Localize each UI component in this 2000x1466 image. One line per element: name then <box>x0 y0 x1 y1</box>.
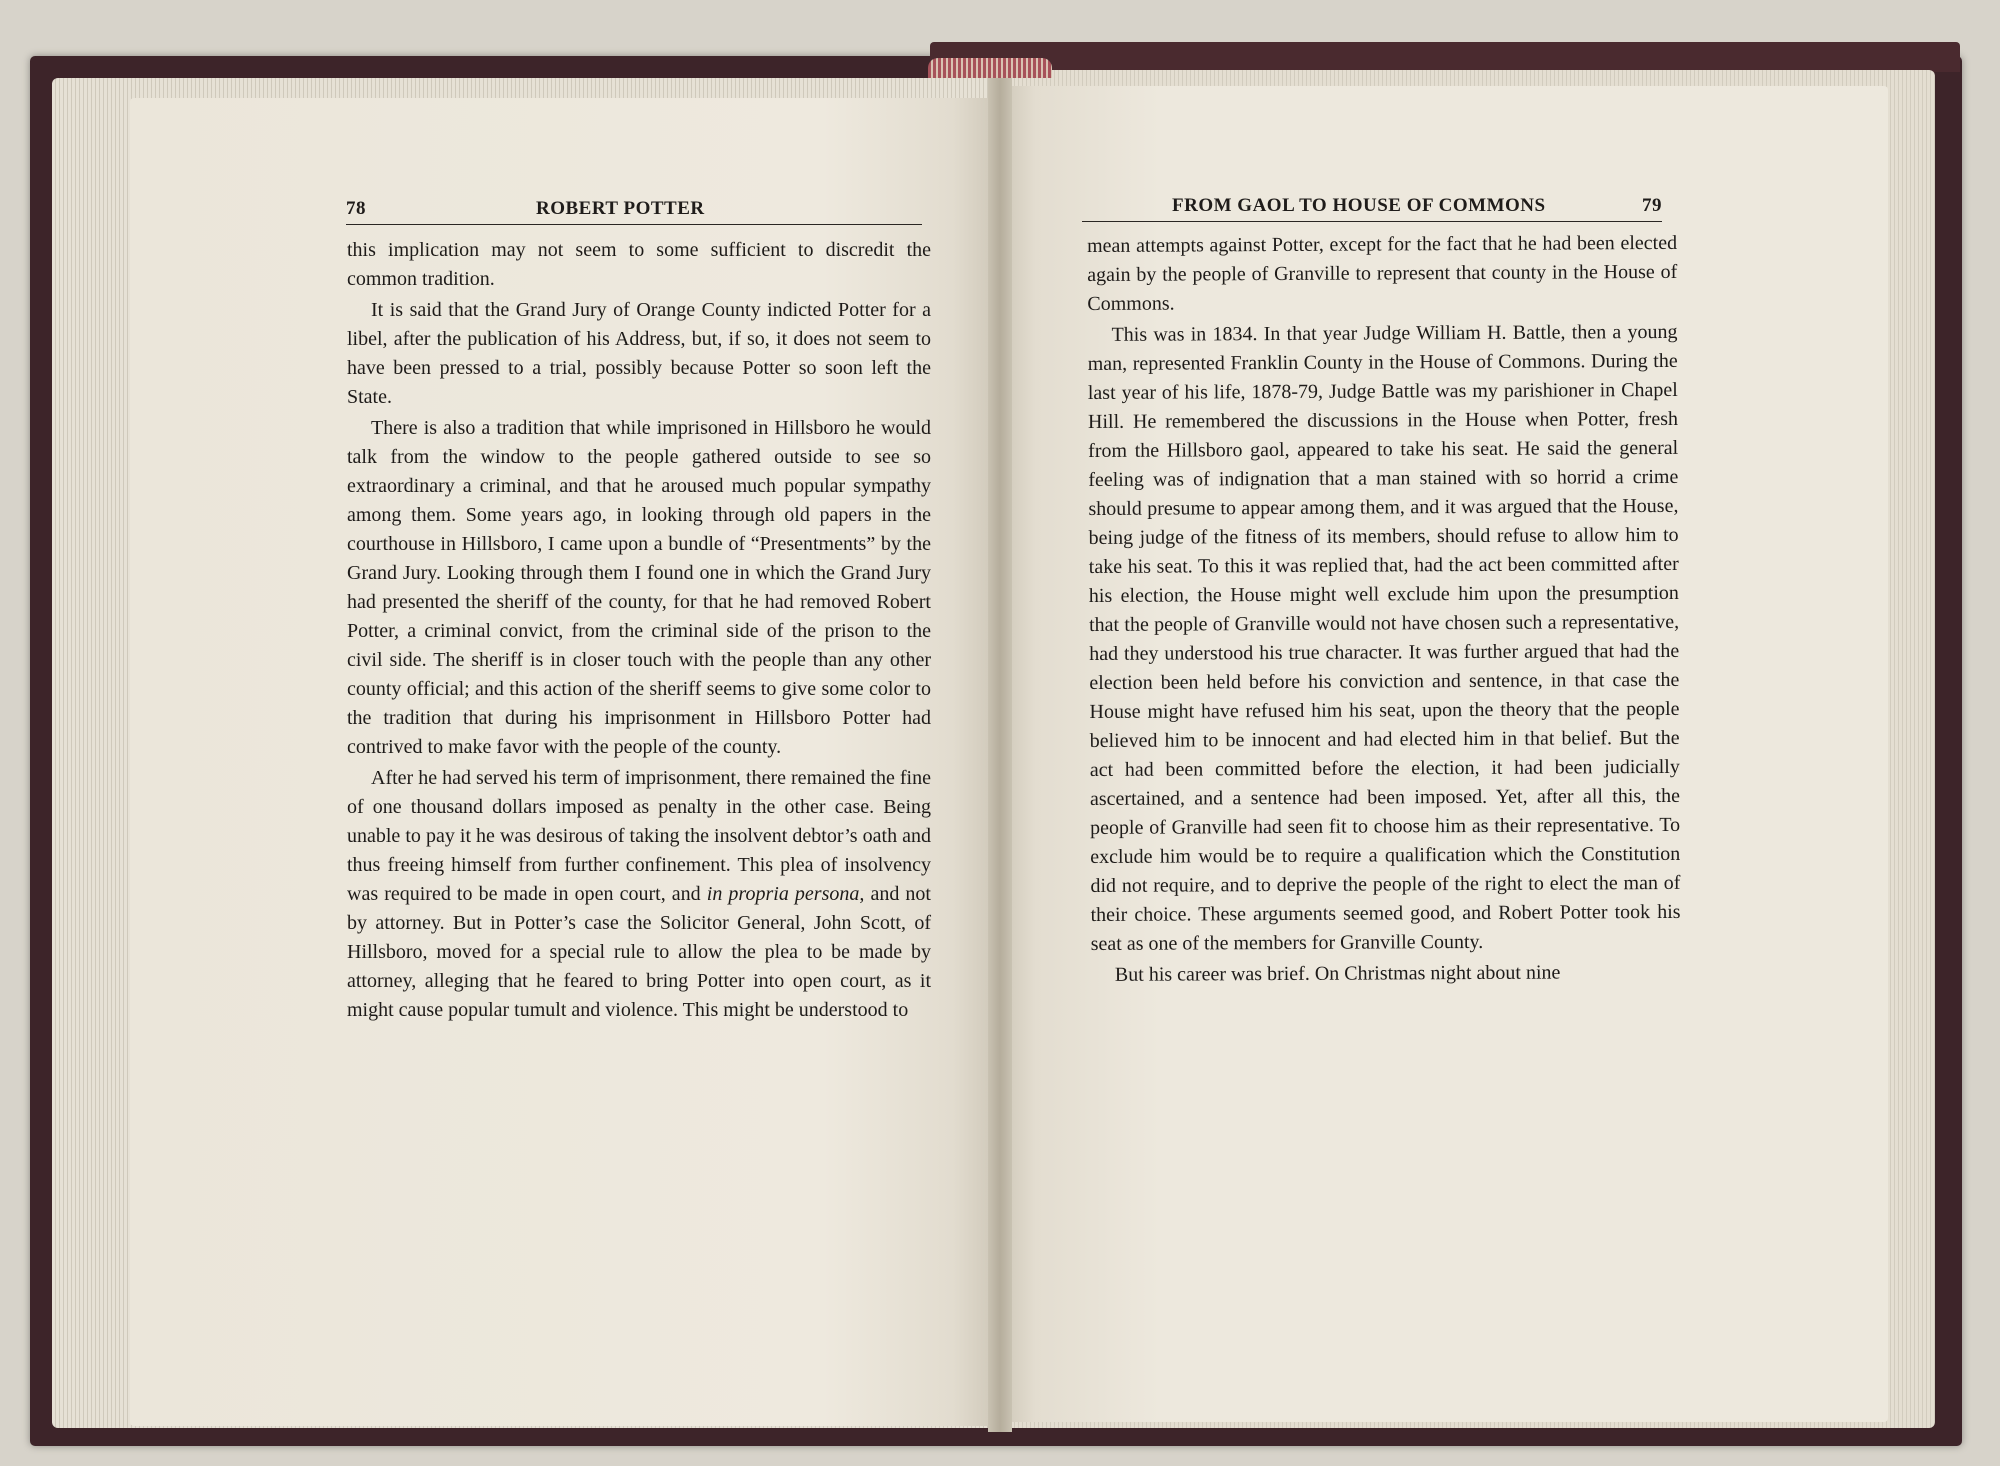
paragraph-text: After he had served his term of imprisonment, there remained the fine of one thousand dollars imposed as penalty in the other case. Being unable to pay it he was desirous of taking the insolvent debtor’s oath and thus freeing himself from further confinement. This plea of insolvency was required to be made in open court, and <box>347 767 931 905</box>
paragraph: this implication may not seem to some sufficient to discredit the common tradition. <box>347 239 931 290</box>
left-page-text <box>347 236 931 1025</box>
right-running-head <box>1082 193 1662 222</box>
left-running-head <box>346 196 922 225</box>
right-page-number: 79 <box>1642 195 1662 216</box>
paragraph: But his career was brief. On Christmas night about nine <box>1114 961 1561 986</box>
paragraph: There is also a tradition that while imprisoned in Hillsboro he would talk from the window to the people gathered outside to see so extraordinary a criminal, and that he aroused much popular sympathy among them. Some years ago, in looking through old papers in the courthouse in Hillsboro, I came upon a bundle of “Presentments” by the Grand Jury. Looking through them I found one in which the Grand Jury had presented the sheriff of the county, for that he had removed Robert Potter, a criminal convict, from the criminal side of the prison to the civil side. The sheriff is in closer touch with the people than any other county official; and this action of the sheriff seems to give some color to the tradition that during his imprisonment in Hillsboro Potter had contrived to make favor with the people of the county. <box>347 417 931 758</box>
right-page-text <box>1087 229 1681 990</box>
left-page-number: 78 <box>346 198 366 219</box>
book-spine-top <box>930 42 1960 72</box>
paragraph: This was in 1834. In that year Judge William H. Battle, then a young man, represented Franklin County in the House of Commons. During the last year of his life, 1878-79, Judge Battle was my parishioner in Chapel Hill. He remembered the discussions in the House when Potter, fresh from the Hillsboro gaol, appeared to take his seat. He said the general feeling was of indignation that a man stained with so horrid a crime should presume to appear among them, and it was argued that the House, being judge of the fitness of its members, should refuse to allow him to take his seat. To this it was replied that, had the act been committed after his election, the House might well exclude him upon the presumption that the people of Granville would not have chosen such a representative, had they understood his true character. It was further argued that had the election been held before his conviction and sentence, in that case the House might have refused him his seat, upon the theory that the people believed him to be innocent and had elected him in that belief. But the act had been committed before the election, it had been judicially ascertained, and a sentence had been imposed. Yet, after all this, the people of Granville had seen fit to choose him as their representative. To exclude him would be to require a qualification which the Constitution did not require, and to deprive the people of the right to elect the man of their choice. These arguments seemed good, and Robert Potter took his seat as one of the members for Granville County. <box>1087 320 1681 955</box>
paragraph <box>347 764 931 1025</box>
paragraph: mean attempts against Potter, except for the fact that he had been elected again by the people of Granville to represent that county in the House of Commons. <box>1087 231 1678 315</box>
paragraph: It is said that the Grand Jury of Orange County indicted Potter for a libel, after the publication of his Address, but, if so, it does not seem to have been pressed to a trial, possibly because Potter so soon left the State. <box>347 299 931 408</box>
book-headband <box>928 58 1052 78</box>
italic-phrase: in propria persona, <box>706 883 865 905</box>
left-running-title: ROBERT POTTER <box>536 198 705 219</box>
book-gutter <box>988 72 1012 1432</box>
right-running-title: FROM GAOL TO HOUSE OF COMMONS <box>1172 195 1546 216</box>
paragraph-text: and not by attorney. But in Potter’s case the Solicitor General, John Scott, of Hillsboro, moved for a special rule to allow the plea to be made by attorney, alleging that he feared to bring Potter into open court, as it might cause popular tumult and violence. This might be understood to <box>347 883 931 1021</box>
